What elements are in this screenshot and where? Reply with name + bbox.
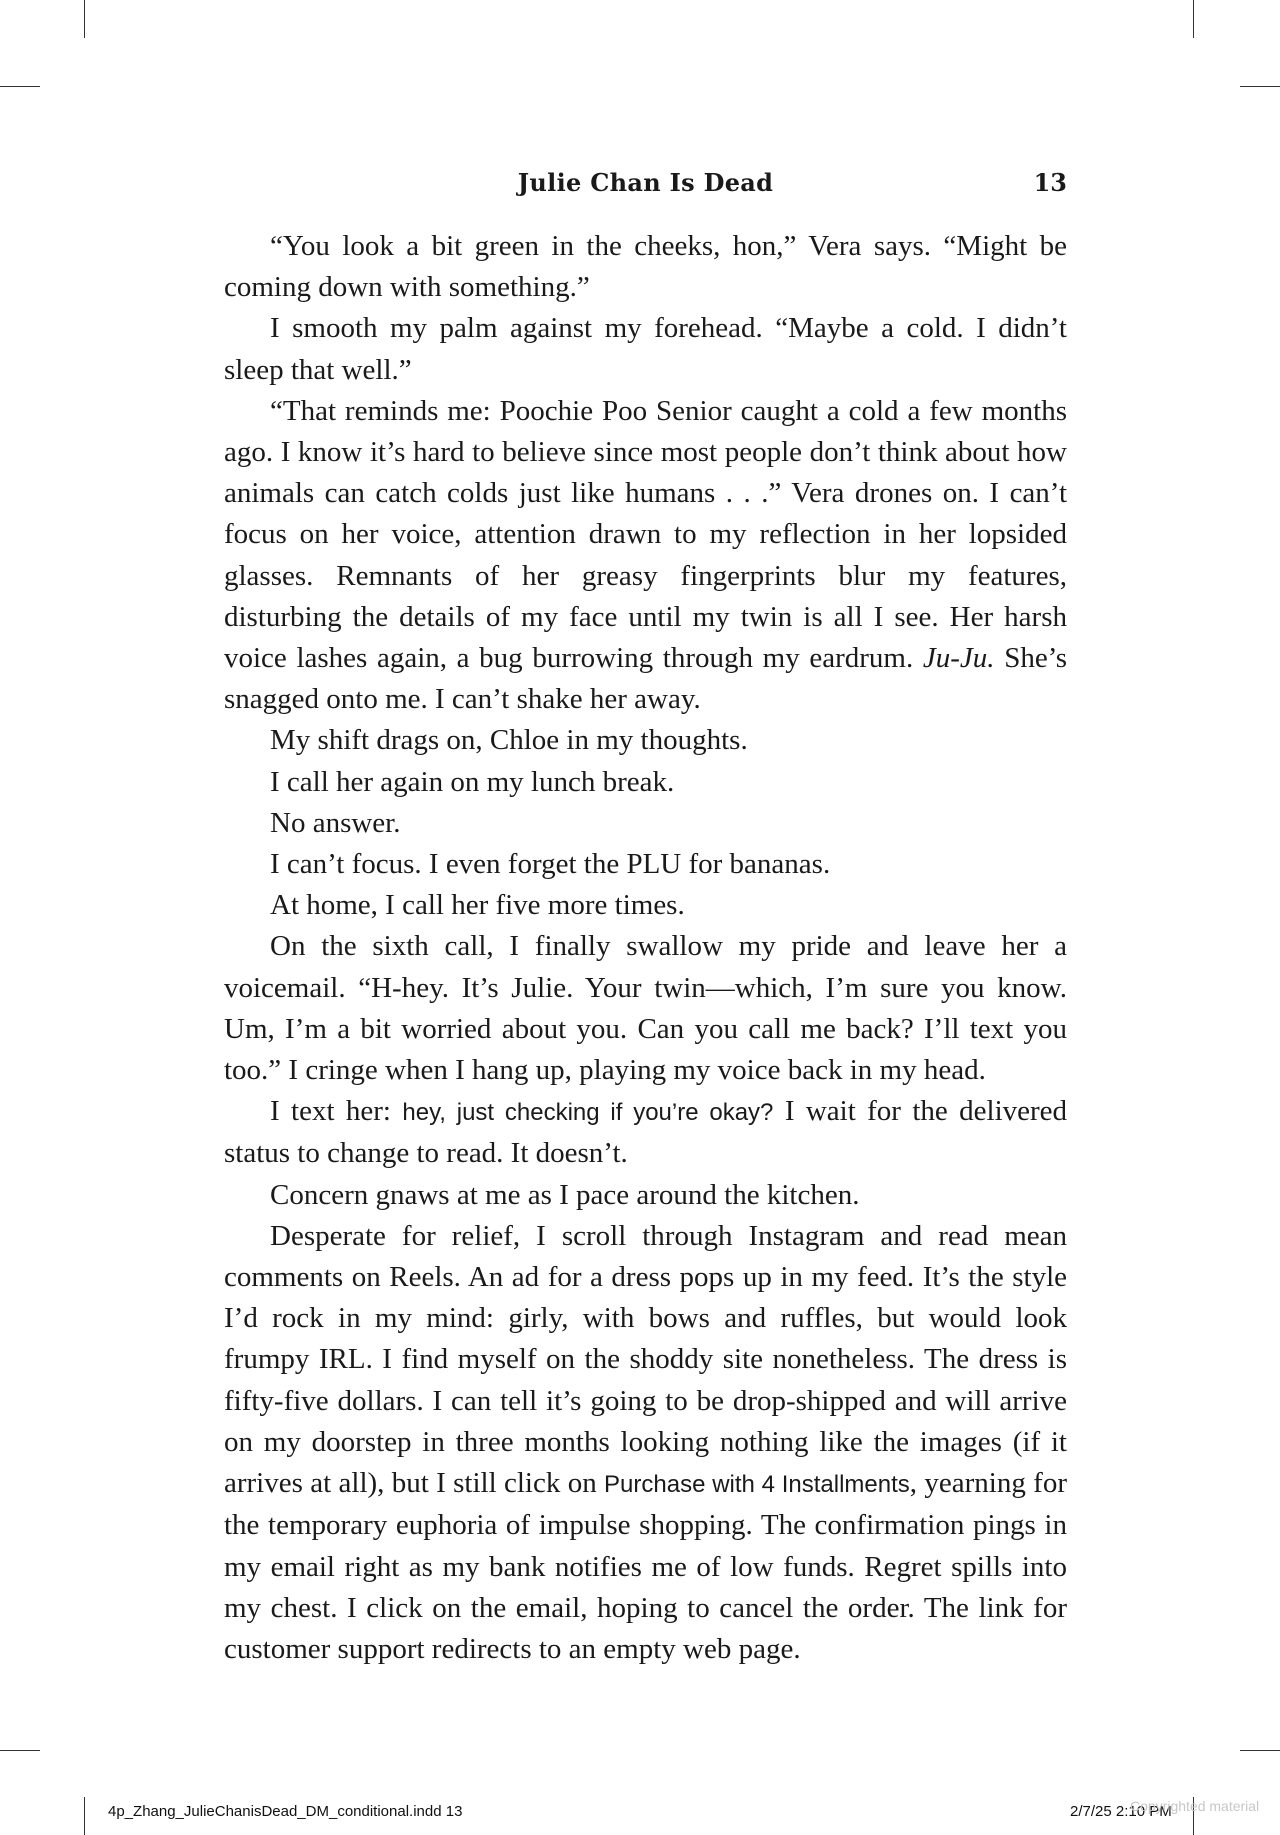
- paragraph-text: , yearning for the temporary euphoria of impulse shopping. The confirmation pings in my email right as my bank notifies me of low funds. Regret spills into my chest. I click on the email, hoping to cancel the order. The link for customer support redirects to an empty web page.: [224, 1467, 1067, 1665]
- paragraph: [224, 1091, 1067, 1174]
- paragraph: On the sixth call, I finally swallow my pride and leave her a voicemail. “H-hey. It’s Julie. Your twin—which, I’m sure you know. Um, I’m a bit worried about you. Can you call me back? I’ll text you too.” I cringe when I hang up, playing my voice back in my head.: [224, 930, 1067, 1087]
- paragraph: [224, 391, 1067, 721]
- paragraph: My shift drags on, Chloe in my thoughts.: [270, 724, 748, 757]
- slug-filename: 4p_Zhang_JulieChanisDead_DM_conditional.indd 13: [108, 1803, 463, 1820]
- paragraph: [224, 1216, 1067, 1670]
- crop-mark-bottom-left: [84, 1797, 85, 1835]
- paragraph-text: She’s snagged onto me. I can’t shake her away.: [224, 642, 1068, 716]
- page-number: 13: [1033, 168, 1067, 197]
- italic-nickname: Ju-Ju.: [922, 642, 995, 675]
- body-text: [224, 226, 1067, 1670]
- crop-mark-top-left-h: [0, 86, 40, 87]
- paragraph: Concern gnaws at me as I pace around the kitchen.: [270, 1178, 860, 1211]
- crop-mark-top-right-h: [1240, 86, 1280, 87]
- paragraph: At home, I call her five more times.: [270, 889, 685, 922]
- paragraph-text: I text her:: [270, 1095, 391, 1128]
- crop-mark-bottom-left-h: [0, 1750, 40, 1751]
- crop-mark-top-right: [1193, 0, 1194, 38]
- paragraph: I call her again on my lunch break.: [270, 765, 675, 798]
- crop-mark-top-left: [84, 0, 85, 38]
- paragraph: I can’t focus. I even forget the PLU for bananas.: [270, 848, 831, 881]
- slug-date: 2/7/25 2:10 PM: [1070, 1803, 1172, 1820]
- crop-mark-bottom-right-h: [1240, 1750, 1280, 1751]
- paragraph-text: “That reminds me: Poochie Poo Senior caught a cold a few months ago. I know it’s hard to believe since most people don’t think about how animals can catch colds just like humans . . .” Vera drones on. I can’t focus on her voice, attention drawn to my reflection in her lopsided glasses. Remnants of her greasy fingerprints blur my features, disturbing the details of my face until my twin is all I see. Her harsh voice lashes again, a bug burrowing through my eardrum.: [224, 394, 1067, 675]
- copyright-watermark: Copyrighted material: [1130, 1798, 1260, 1814]
- text-message: hey, just checking if you’re okay?: [402, 1099, 774, 1127]
- paragraph: I smooth my palm against my forehead. “Maybe a cold. I didn’t sleep that well.”: [224, 312, 1067, 386]
- book-title: Julie Chan Is Dead: [517, 168, 774, 197]
- paragraph-text: I wait for the delivered status to change to read. It doesn’t.: [224, 1095, 1068, 1170]
- paragraph-text: Desperate for relief, I scroll through Instagram and read mean comments on Reels. An ad for a dress pops up in my feed. It’s the style I’d rock in my mind: girly, with bows and ruffles, but would look frumpy IRL. I find myself on the shoddy site nonetheless. The dress is fifty-five dollars. I can tell it’s going to be drop-shipped and will arrive on my doorstep in three months looking nothing like the images (if it arrives at all), but I still click on: [224, 1219, 1067, 1500]
- paragraph: “You look a bit green in the cheeks, hon,” Vera says. “Might be coming down with something.”: [224, 230, 1067, 304]
- purchase-button-text: Purchase with 4 Installments: [604, 1471, 910, 1499]
- running-head: [224, 168, 1067, 204]
- paragraph: No answer.: [270, 806, 401, 839]
